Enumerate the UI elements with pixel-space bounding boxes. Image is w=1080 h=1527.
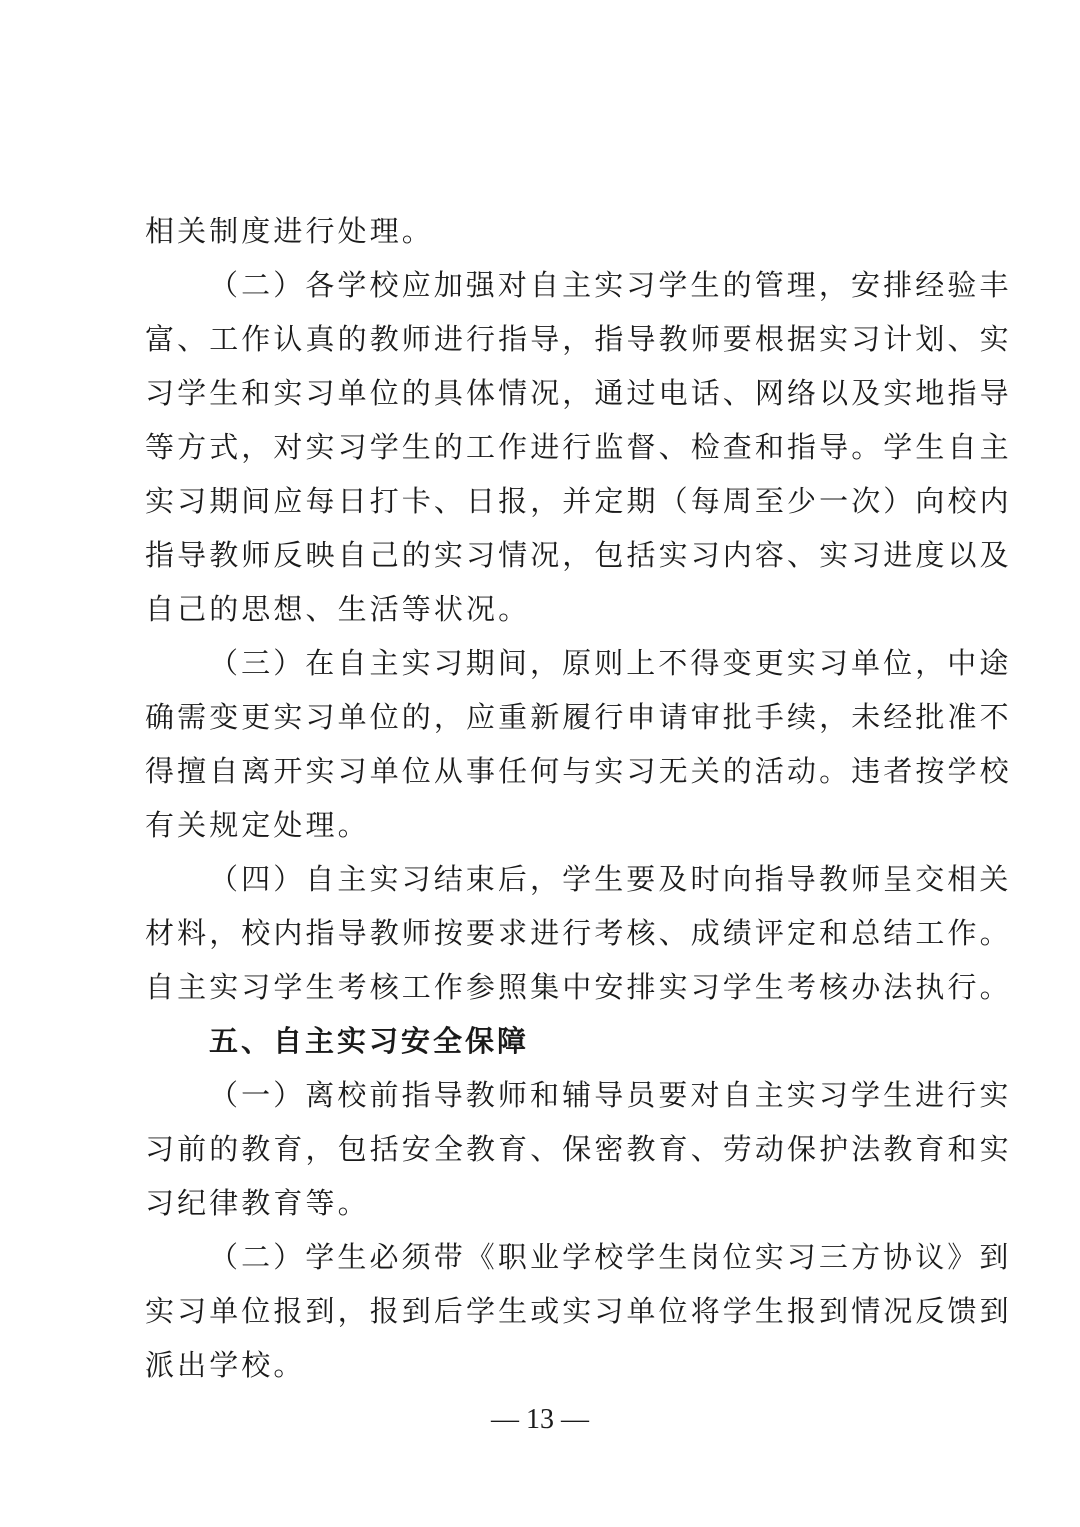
paragraph-line: 等方式，对实习学生的工作进行监督、检查和指导。学生自主 <box>145 430 1012 464</box>
paragraph-line: 确需变更实习单位的，应重新履行申请审批手续，未经批准不 <box>145 700 1012 734</box>
document-page <box>145 204 1012 1392</box>
paragraph-line: 实习期间应每日打卡、日报，并定期（每周至少一次）向校内 <box>145 484 1012 518</box>
paragraph-line: （二）学生必须带《职业学校学生岗位实习三方协议》到 <box>209 1240 1012 1274</box>
paragraph-line: 实习单位报到，报到后学生或实习单位将学生报到情况反馈到 <box>145 1294 1012 1328</box>
paragraph-line: 习前的教育，包括安全教育、保密教育、劳动保护法教育和实 <box>145 1132 1012 1166</box>
paragraph-line: （三）在自主实习期间，原则上不得变更实习单位，中途 <box>209 646 1012 680</box>
paragraph-line: 得擅自离开实习单位从事任何与实习无关的活动。违者按学校 <box>145 754 1012 788</box>
paragraph-line: 习学生和实习单位的具体情况，通过电话、网络以及实地指导 <box>145 376 1012 410</box>
paragraph-line: 自己的思想、生活等状况。 <box>145 592 531 626</box>
paragraph-line: 自主实习学生考核工作参照集中安排实习学生考核办法执行。 <box>145 970 1012 1004</box>
paragraph-line: 材料，校内指导教师按要求进行考核、成绩评定和总结工作。 <box>145 916 1012 950</box>
paragraph-line: （一）离校前指导教师和辅导员要对自主实习学生进行实 <box>209 1078 1012 1112</box>
paragraph-line: （二）各学校应加强对自主实习学生的管理，安排经验丰 <box>209 268 1012 302</box>
paragraph-line: （四）自主实习结束后，学生要及时向指导教师呈交相关 <box>209 862 1012 896</box>
paragraph-line: 富、工作认真的教师进行指导，指导教师要根据实习计划、实 <box>145 322 1012 356</box>
paragraph-line: 指导教师反映自己的实习情况，包括实习内容、实习进度以及 <box>145 538 1012 572</box>
paragraph-line: 派出学校。 <box>145 1348 306 1382</box>
page-number: — 13 — <box>491 1404 589 1435</box>
paragraph-line: 习纪律教育等。 <box>145 1186 370 1220</box>
paragraph-line: 有关规定处理。 <box>145 808 370 842</box>
section-heading: 五、自主实习安全保障 <box>209 1024 530 1058</box>
paragraph-line: 相关制度进行处理。 <box>145 214 434 248</box>
